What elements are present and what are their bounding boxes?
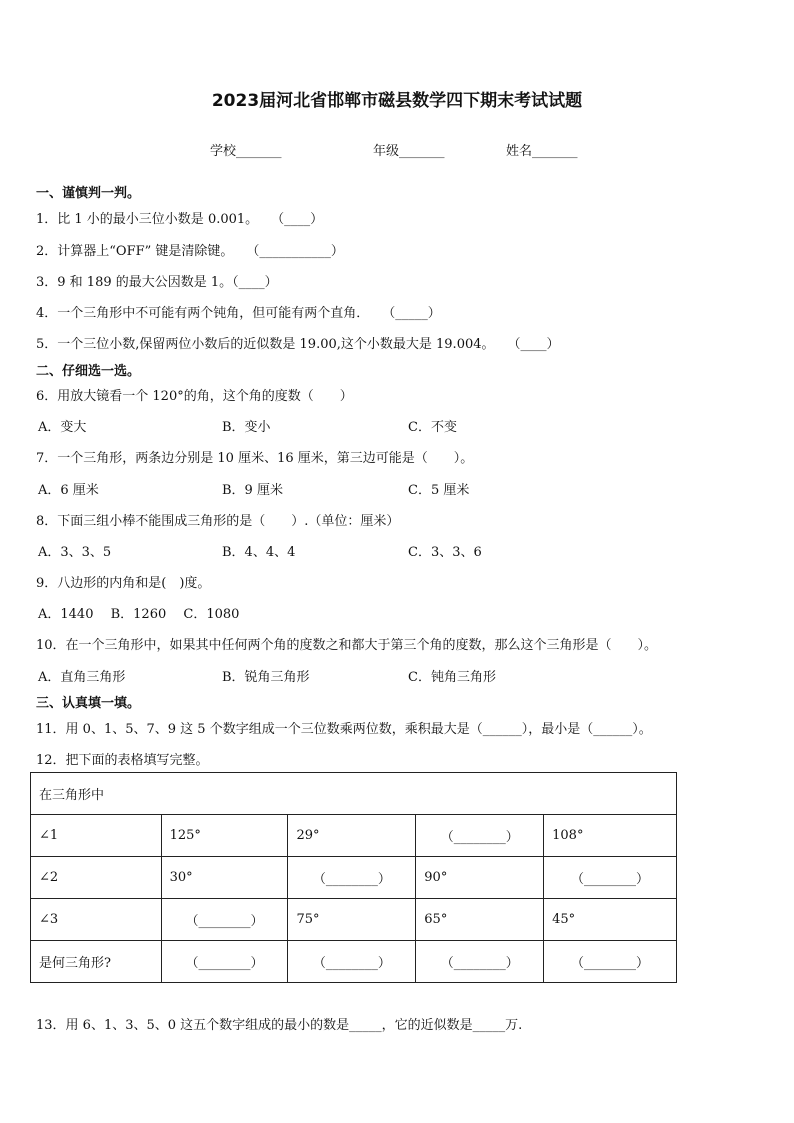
question-2: 2．计算器上“OFF” 键是清除键。 （___________） [36,244,344,259]
table-row [31,815,677,857]
table-cell: 125° [161,815,288,857]
grade-field: 年级_______ [373,144,445,159]
table-header-row [31,773,677,815]
question-9: 9．八边形的内角和是( )度。 [36,576,211,591]
option-9: A．1440 B．1260 C．1080 [38,607,240,622]
option-8c: C．3、3、6 [408,545,482,560]
option-7a: A．6 厘米 [38,483,99,498]
option-10b: B．锐角三角形 [222,670,310,685]
question-1: 1．比 1 小的最小三位小数是 0.001。 （____） [36,212,324,227]
option-10c: C．钝角三角形 [408,670,496,685]
question-7: 7．一个三角形，两条边分别是 10 厘米、16 厘米，第三边可能是（ ）。 [36,451,474,466]
question-4: 4．一个三角形中不可能有两个钝角，但可能有两个直角． （_____） [36,306,441,321]
question-11: 11．用 0、1、5、7、9 这 5 个数字组成一个三位数乘两位数，乘积最大是（______），最小是（______）。 [36,722,652,737]
table-cell: 65° [416,899,544,941]
table-cell: 45° [544,899,677,941]
question-13: 13．用 6、1、3、5、0 这五个数字组成的最小的数是_____，它的近似数是_____万. [36,1018,523,1033]
table-cell-blank: （________） [544,941,677,983]
question-12: 12．把下面的表格填写完整。 [36,753,209,768]
name-field: 姓名_______ [506,144,578,159]
table-cell-blank: （________） [161,941,288,983]
question-3: 3．9 和 189 的最大公因数是 1。（____） [36,275,278,290]
question-5: 5．一个三位小数,保留两位小数后的近似数是 19.00,这个小数最大是 19.004。 （____） [36,337,560,352]
table-cell-blank: （________） [288,857,416,899]
table-cell: 75° [288,899,416,941]
question-10: 10．在一个三角形中，如果其中任何两个角的度数之和都大于第三个角的度数，那么这个三角形是（ ）。 [36,638,658,653]
section-heading-3: 三、认真填一填。 [36,696,141,711]
table-cell: 29° [288,815,416,857]
table-cell-blank: （________） [161,899,288,941]
school-field: 学校_______ [210,144,282,159]
row-label-angle-1: ∠1 [31,815,162,857]
table-cell-blank: （________） [288,941,416,983]
page-title: 2023届河北省邯郸市磁县数学四下期末考试试题 [211,91,583,111]
table-cell-blank: （________） [544,857,677,899]
question-8: 8．下面三组小棒不能围成三角形的是（ ）.（单位：厘米） [36,514,400,529]
table-cell-blank: （________） [416,815,544,857]
option-7b: B．9 厘米 [222,483,283,498]
table-row [31,899,677,941]
angle-table [30,772,677,983]
table-cell: 90° [416,857,544,899]
option-8a: A．3、3、5 [38,545,112,560]
table-cell: 108° [544,815,677,857]
table-row [31,857,677,899]
option-6c: C．不变 [408,420,457,435]
table-header-cell: 在三角形中 [31,773,677,815]
option-8b: B．4、4、4 [222,545,296,560]
option-7c: C．5 厘米 [408,483,470,498]
table-row [31,941,677,983]
table-cell: 30° [161,857,288,899]
option-10a: A．直角三角形 [38,670,126,685]
row-label-triangle-type: 是何三角形? [31,941,162,983]
row-label-angle-3: ∠3 [31,899,162,941]
option-6a: A．变大 [38,420,87,435]
question-6: 6．用放大镜看一个 120°的角，这个角的度数（ ） [36,389,353,404]
option-6b: B．变小 [222,420,271,435]
section-heading-1: 一、谨慎判一判。 [36,186,141,201]
section-heading-2: 二、仔细选一选。 [36,364,141,379]
table-cell-blank: （________） [416,941,544,983]
row-label-angle-2: ∠2 [31,857,162,899]
